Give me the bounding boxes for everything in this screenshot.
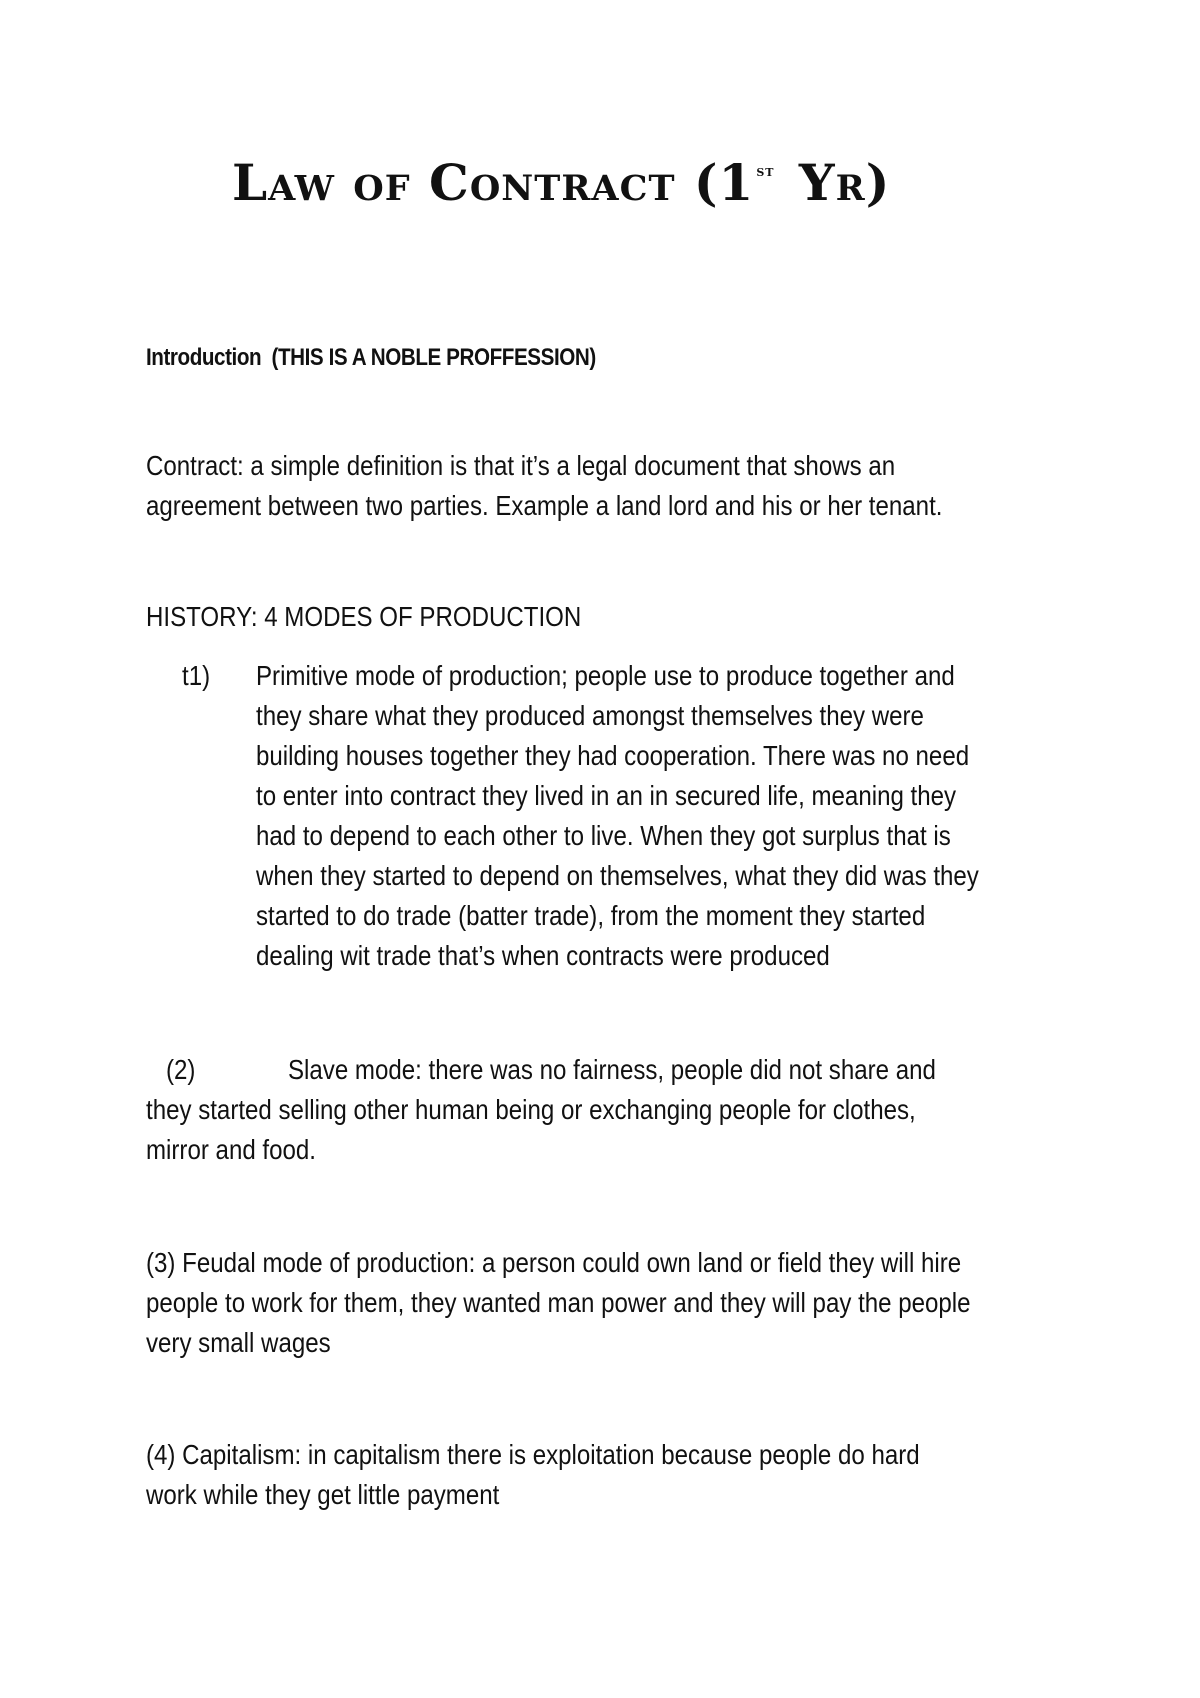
item1-line: started to do trade (batter trade), from the moment they started [256, 900, 926, 931]
item1-line: dealing wit trade that’s when contracts were produced [256, 940, 830, 971]
item1-line: building houses together they had cooperation. There was no need [256, 740, 970, 771]
document-title [232, 153, 891, 212]
item1-line: when they started to depend on themselves, what they did was they [256, 860, 979, 891]
intro-label: Introduction [146, 344, 262, 371]
item1-line: Primitive mode of production; people use to produce together and [256, 660, 955, 691]
item1-line: they share what they produced amongst themselves they were [256, 700, 924, 731]
title-text-end: Yr) [780, 153, 891, 212]
item2-line: mirror and food. [146, 1134, 316, 1165]
intro-note: (THIS IS A NOBLE PROFFESSION) [271, 344, 596, 371]
item3-line: people to work for them, they wanted man power and they will pay the people [146, 1287, 971, 1318]
item3-text [146, 1243, 971, 1363]
history-heading-text: HISTORY: 4 MODES OF PRODUCTION [146, 601, 582, 632]
item2-text [146, 1090, 916, 1170]
item1-line: had to depend to each other to live. When they got surplus that is [256, 820, 951, 851]
intro-heading [146, 344, 596, 372]
item3-line: very small wages [146, 1327, 331, 1358]
item4-line: (4) Capitalism: in capitalism there is exploitation because people do hard [146, 1439, 920, 1470]
item3-line: (3) Feudal mode of production: a person could own land or field they will hire [146, 1247, 962, 1278]
contract-definition [146, 446, 942, 526]
title-superscript: st [756, 162, 775, 180]
item1-number: t1) [182, 660, 211, 691]
item1-text [256, 656, 979, 976]
item4-text [146, 1435, 920, 1515]
item2-line: they started selling other human being or exchanging people for clothes, [146, 1094, 916, 1125]
item1-line: to enter into contract they lived in an in secured life, meaning they [256, 780, 957, 811]
item2-first-line [288, 1050, 936, 1090]
contract-line: Contract: a simple definition is that it’s a legal document that shows an [146, 450, 896, 481]
item4-line: work while they get little payment [146, 1479, 500, 1510]
contract-line: agreement between two parties. Example a land lord and his or her tenant. [146, 490, 943, 521]
title-text: Law of Contract (1 [232, 153, 755, 212]
item2-line: Slave mode: there was no fairness, people did not share and [288, 1054, 936, 1085]
item2-number: (2) [166, 1054, 196, 1085]
history-heading [146, 597, 581, 637]
